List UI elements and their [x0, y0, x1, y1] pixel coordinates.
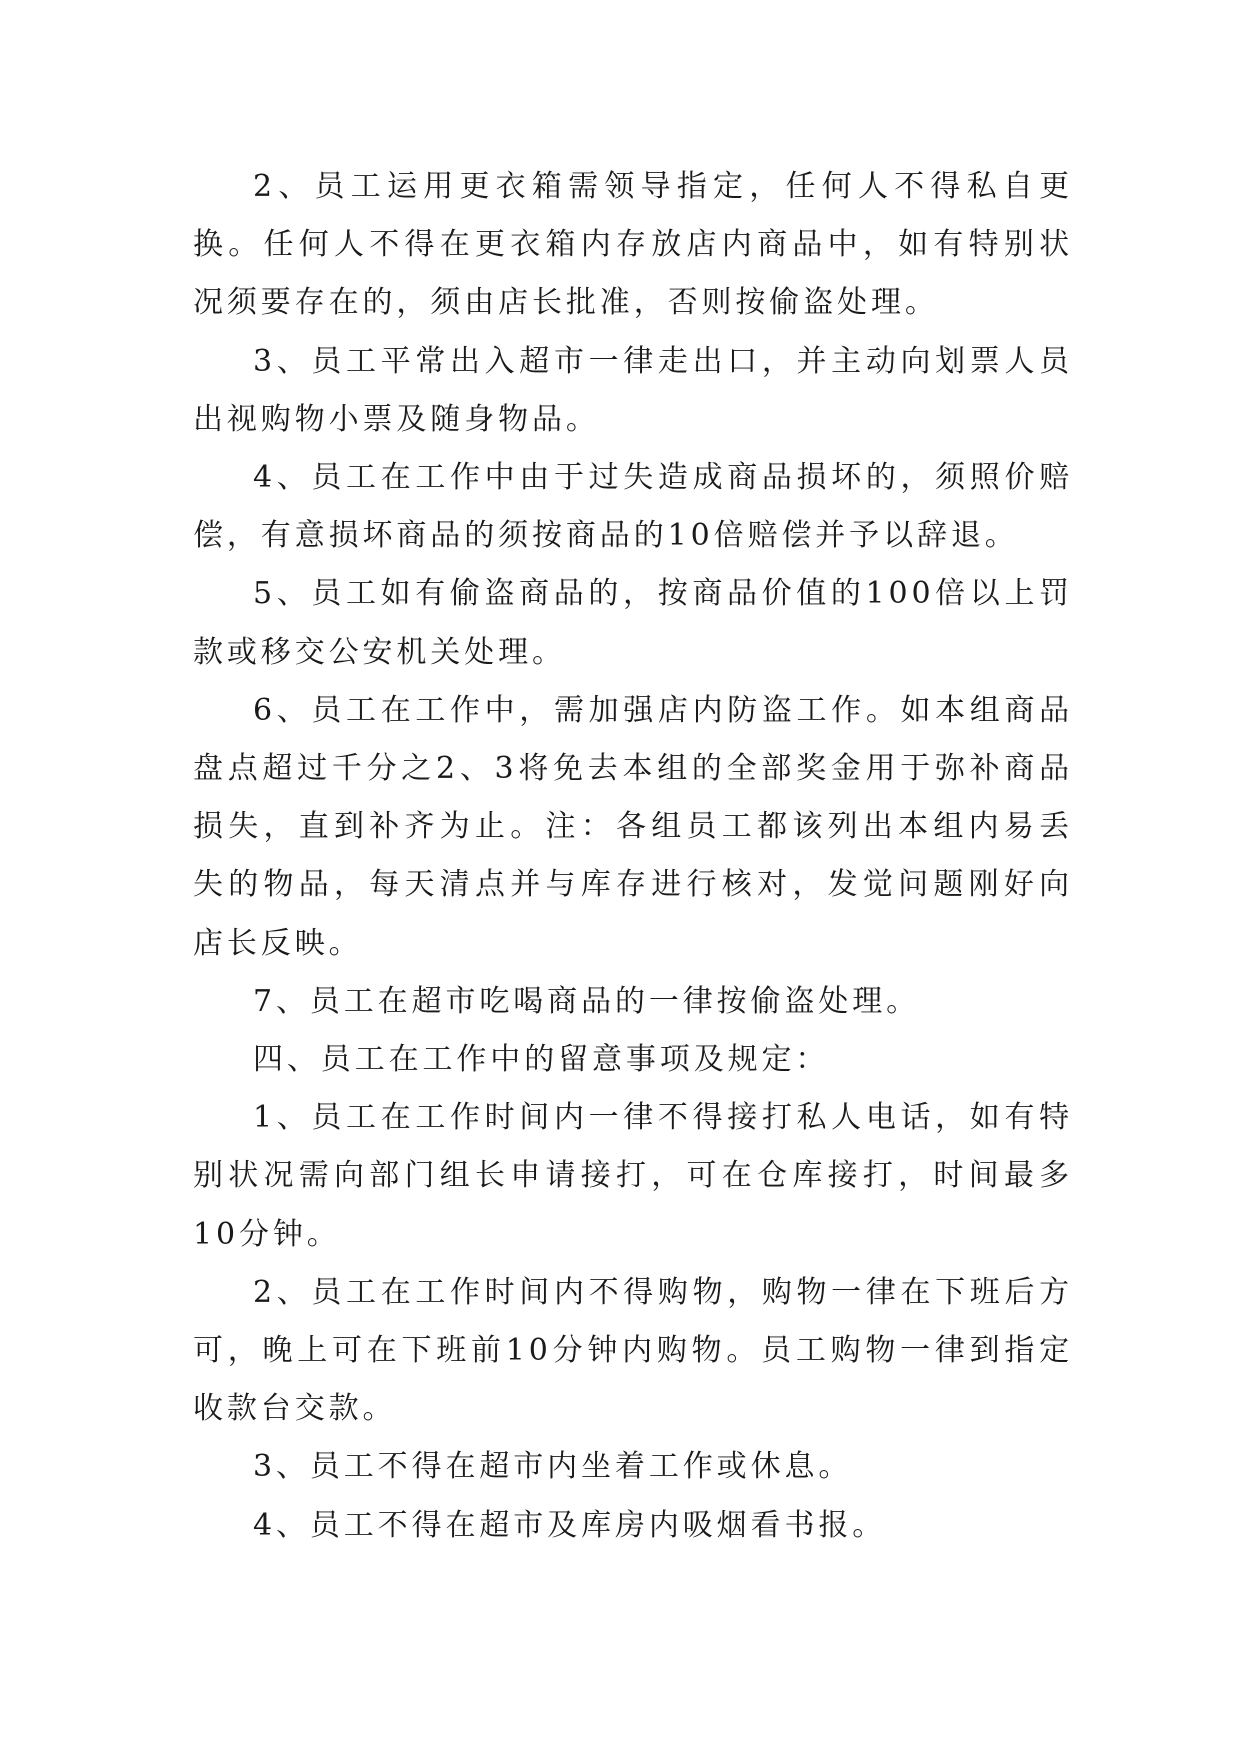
paragraph-phone-rule: 1、员工在工作时间内一律不得接打私人电话，如有特别状况需向部门组长申请接打，可在仓库接打，时间最多10分钟。 — [193, 1100, 1073, 1252]
paragraph-theft-rule: 5、员工如有偷盗商品的，按商品价值的100倍以上罚款或移交公安机关处理。 — [193, 576, 1073, 670]
paragraph-damage-rule: 4、员工在工作中由于过失造成商品损坏的，须照价赔偿，有意损坏商品的须按商品的10倍赔偿并予以辞退。 — [193, 460, 1073, 554]
paragraph-eating-rule: 7、员工在超市吃喝商品的一律按偷盗处理。 — [253, 983, 921, 1019]
paragraph-shopping-rule: 2、员工在工作时间内不得购物，购物一律在下班后方可，晚上可在下班前10分钟内购物。员工购物一律到指定收款台交款。 — [193, 1274, 1073, 1427]
paragraph-sitting-rule: 3、员工不得在超市内坐着工作或休息。 — [253, 1449, 853, 1485]
paragraph-anti-theft-rule: 6、员工在工作中，需加强店内防盗工作。如本组商品盘点超过千分之2、3将免去本组的全部奖金用于弥补商品损失，直到补齐为止。注：各组员工都该列出本组内易丢失的物品，每天清点并与库存进行核对，发觉问题刚好向店长反映。 — [193, 692, 1073, 961]
paragraph-smoking-rule: 4、员工不得在超市及库房内吸烟看书报。 — [253, 1507, 887, 1543]
paragraph-locker-rule: 2、员工运用更衣箱需领导指定，任何人不得私自更换。任何人不得在更衣箱内存放店内商品中，如有特别状况须要存在的，须由店长批准，否则按偷盗处理。 — [193, 169, 1073, 321]
paragraph-exit-rule: 3、员工平常出入超市一律走出口，并主动向划票人员出视购物小票及随身物品。 — [193, 343, 1073, 437]
document-body — [193, 158, 1073, 1555]
section-heading-work-notes: 四、员工在工作中的留意事项及规定： — [253, 1042, 830, 1078]
